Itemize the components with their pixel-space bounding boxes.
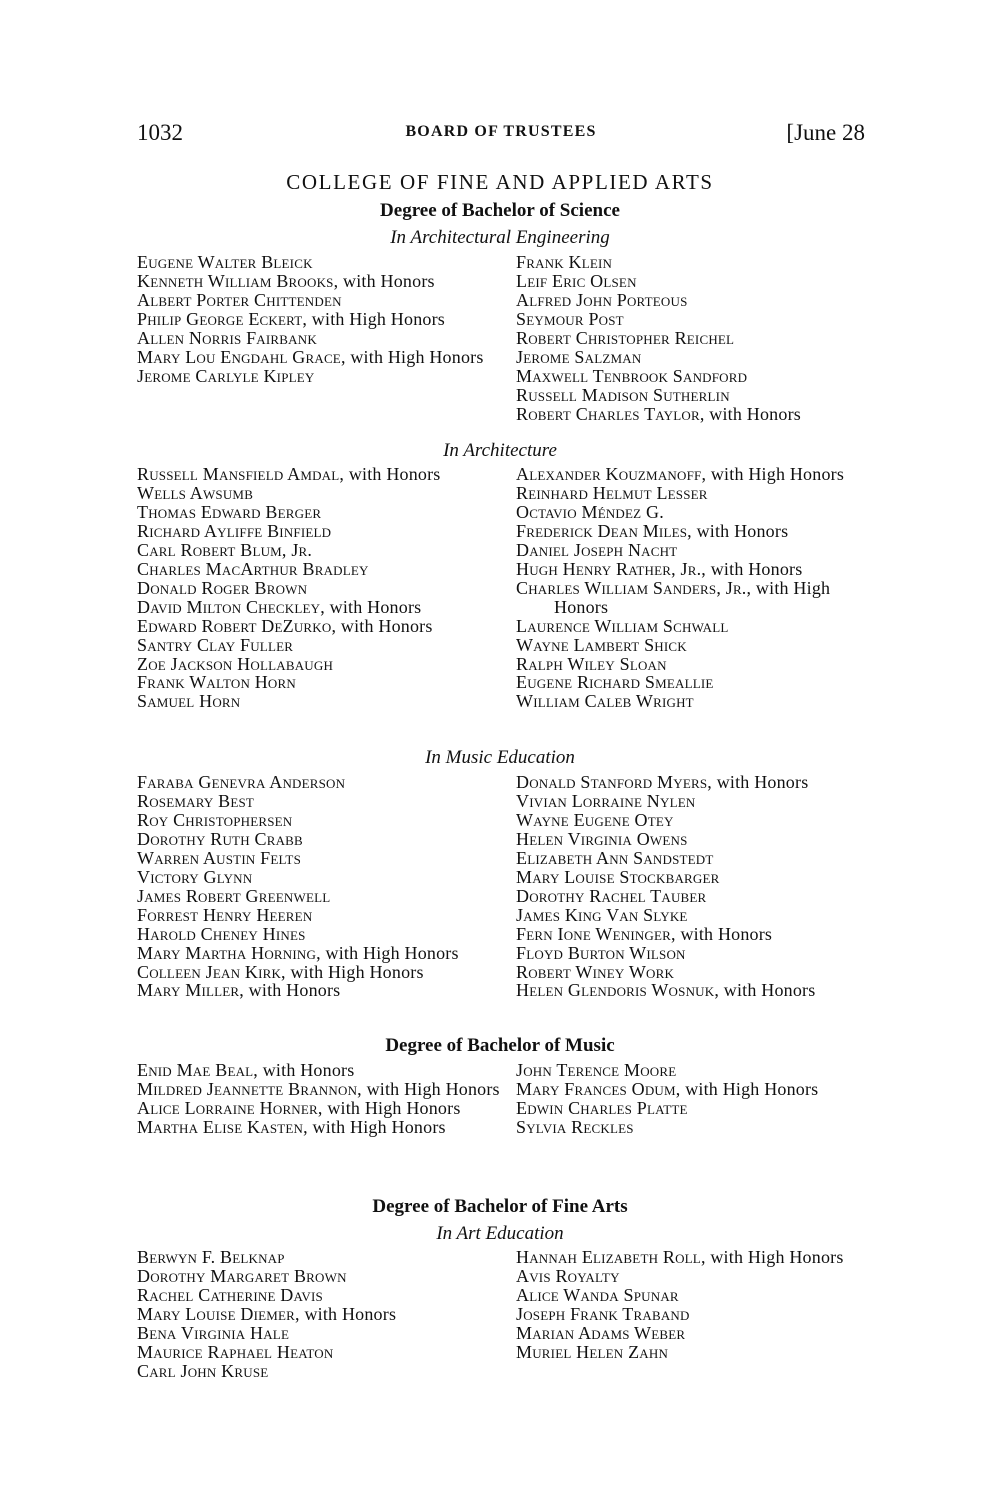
graduate-entry <box>137 811 507 830</box>
graduate-name: Hannah Elizabeth Roll, <box>516 1247 706 1267</box>
graduate-name: Frank Klein <box>516 252 613 272</box>
graduate-entry <box>137 367 507 386</box>
graduate-name: Wayne Lambert Shick <box>516 634 687 655</box>
graduate-name: Berwyn F. Belknap <box>137 1247 285 1267</box>
graduate-name: Joseph Frank Traband <box>516 1303 690 1324</box>
section-label-arch-eng: In Architectural Engineering <box>390 227 610 248</box>
honors-note: with Honors <box>696 520 789 541</box>
graduate-entry <box>137 1061 507 1080</box>
honors-note: with High Honors <box>290 961 424 982</box>
graduate-entry <box>137 310 507 329</box>
graduate-name: Mary Lou Engdahl Grace, <box>137 346 346 367</box>
graduate-entry <box>516 503 886 522</box>
honors-note: with High Honors <box>350 346 484 367</box>
running-head <box>137 120 865 148</box>
graduate-name: Thomas Edward Berger <box>137 501 322 522</box>
graduate-name: Mary Martha Horning, <box>137 942 321 963</box>
graduate-entry <box>137 849 507 868</box>
graduate-entry <box>137 503 507 522</box>
graduate-entry <box>137 868 507 887</box>
graduate-entry <box>516 906 916 925</box>
college-title: COLLEGE OF FINE AND APPLIED ARTS <box>286 170 714 194</box>
graduate-entry <box>516 1324 886 1343</box>
graduate-name: William Caleb Wright <box>516 691 694 712</box>
graduate-name: Russell Mansfield Amdal, <box>137 464 345 484</box>
graduate-name: Robert Charles Taylor, <box>516 403 705 424</box>
graduate-name: Colleen Jean Kirk, <box>137 961 286 982</box>
graduate-name: Bena Virginia Hale <box>137 1322 290 1343</box>
graduate-name: Avis Royalty <box>516 1265 620 1286</box>
graduate-name: Charles William Sanders, Jr., <box>516 577 752 598</box>
graduate-name: Robert Christopher Reichel <box>516 327 735 348</box>
graduate-entry <box>137 1343 507 1362</box>
graduate-name: Mary Louise Diemer, <box>137 1303 300 1324</box>
graduate-name: Rachel Catherine Davis <box>137 1284 323 1305</box>
graduate-entry <box>137 253 507 272</box>
honors-note: with Honors <box>340 615 433 636</box>
graduate-name: Fern Ione Weninger, <box>516 923 676 944</box>
graduate-name: Eugene Richard Smeallie <box>516 672 714 693</box>
graduate-entry <box>516 773 916 792</box>
honors-note: with High Honors <box>710 464 845 484</box>
graduate-entry <box>516 329 886 348</box>
graduate-entry <box>137 1286 507 1305</box>
graduate-entry <box>137 1324 507 1343</box>
degree-heading-bfa: Degree of Bachelor of Fine Arts <box>372 1196 628 1217</box>
graduate-name: Wayne Eugene Otey <box>516 809 674 830</box>
graduate-entry <box>516 655 886 674</box>
graduate-entry <box>137 792 507 811</box>
honors-note: with High Honors <box>325 942 459 963</box>
honors-note: with Honors <box>680 923 773 944</box>
graduate-entry <box>516 1061 886 1080</box>
graduate-name: Edward Robert DeZurko, <box>137 615 337 636</box>
graduate-entry <box>137 636 507 655</box>
graduate-name: Santry Clay Fuller <box>137 634 294 655</box>
graduate-entry <box>137 617 507 636</box>
graduate-name: Rosemary Best <box>137 790 255 811</box>
honors-note: with High Honors <box>311 308 445 329</box>
list-art-ed-left <box>137 1248 507 1381</box>
graduate-entry <box>516 887 916 906</box>
graduate-name: Mildred Jeannette Brannon, <box>137 1078 362 1099</box>
running-title: BOARD OF TRUSTEES <box>405 123 597 140</box>
graduate-name: Zoe Jackson Hollabaugh <box>137 653 334 674</box>
graduate-name: Alexander Kouzmanoff, <box>516 464 707 484</box>
graduate-name: James Robert Greenwell <box>137 885 331 906</box>
graduate-entry <box>137 1305 507 1324</box>
graduate-entry <box>137 887 507 906</box>
graduate-name: Alfred John Porteous <box>516 289 688 310</box>
graduate-name: Daniel Joseph Nacht <box>516 539 678 560</box>
graduate-entry <box>516 617 886 636</box>
honors-note: with High Honors <box>685 1078 819 1099</box>
list-arch-right <box>516 465 886 711</box>
graduate-name: Leif Eric Olsen <box>516 270 637 291</box>
graduate-entry <box>137 484 507 503</box>
graduate-name: Ralph Wiley Sloan <box>516 653 667 674</box>
graduate-entry <box>516 849 916 868</box>
graduate-entry <box>137 944 507 963</box>
honors-note: with Honors <box>709 403 801 424</box>
graduate-name: Muriel Helen Zahn <box>516 1341 669 1362</box>
graduate-entry <box>516 1099 886 1118</box>
graduate-name: Marian Adams Weber <box>516 1322 686 1343</box>
graduate-name: Victory Glynn <box>137 866 253 887</box>
graduate-name: Sylvia Reckles <box>516 1116 634 1137</box>
graduate-name: Jerome Carlyle Kipley <box>137 365 315 386</box>
graduate-name: Alice Lorraine Horner, <box>137 1097 323 1118</box>
graduate-entry <box>516 1286 886 1305</box>
graduate-entry <box>516 692 886 711</box>
list-arch-eng-right <box>516 253 886 424</box>
graduate-entry <box>137 1080 507 1099</box>
graduate-name: Harold Cheney Hines <box>137 923 306 944</box>
graduate-name: Mary Frances Odum, <box>516 1078 681 1099</box>
graduate-entry <box>137 1099 507 1118</box>
graduate-entry <box>516 484 886 503</box>
list-arch-eng-left <box>137 253 507 386</box>
honors-note: with High Honors <box>366 1078 500 1099</box>
honors-note: with Honors <box>248 980 341 1001</box>
graduate-name: Frank Walton Horn <box>137 672 296 693</box>
graduate-entry <box>137 272 507 291</box>
graduate-entry <box>516 253 886 272</box>
graduate-entry <box>516 405 886 424</box>
graduate-name: Richard Ayliffe Binfield <box>137 520 332 541</box>
graduate-name: Helen Glendoris Wosnuk, <box>516 980 720 1001</box>
graduate-entry <box>137 773 507 792</box>
graduate-entry <box>137 692 507 711</box>
graduate-entry <box>516 291 886 310</box>
graduate-entry <box>516 963 916 982</box>
graduate-name: Reinhard Helmut Lesser <box>516 482 708 503</box>
honors-note: with Honors <box>723 980 816 1001</box>
graduate-entry <box>137 1362 507 1381</box>
graduate-name: Mary Miller, <box>137 980 244 1001</box>
graduate-name: Russell Madison Sutherlin <box>516 384 730 405</box>
graduate-entry <box>516 1118 886 1137</box>
list-music-ed-right <box>516 773 916 1000</box>
degree-heading-bmus: Degree of Bachelor of Music <box>385 1035 615 1056</box>
graduate-name: Alice Wanda Spunar <box>516 1284 679 1305</box>
honors-note: with High Honors <box>312 1116 446 1137</box>
graduate-entry <box>137 465 507 484</box>
honors-note: with Honors <box>710 558 803 579</box>
degree-heading-bs: Degree of Bachelor of Science <box>380 200 620 221</box>
graduate-entry <box>516 465 886 484</box>
graduate-entry <box>137 655 507 674</box>
list-bmus-left <box>137 1061 507 1137</box>
graduate-name: Maxwell Tenbrook Sandford <box>516 365 748 386</box>
graduate-entry <box>137 291 507 310</box>
graduate-entry <box>516 348 886 367</box>
honors-note: with Honors <box>343 270 435 291</box>
graduate-name: Frederick Dean Miles, <box>516 520 692 541</box>
graduate-entry <box>137 541 507 560</box>
graduate-name: Dorothy Rachel Tauber <box>516 885 707 906</box>
list-music-ed-left <box>137 773 507 1000</box>
graduate-entry <box>516 579 886 617</box>
graduate-entry <box>516 868 916 887</box>
graduate-name: Kenneth William Brooks, <box>137 270 339 291</box>
graduate-name: Roy Christophersen <box>137 809 293 830</box>
graduate-entry <box>137 1248 507 1267</box>
graduate-name: Jerome Salzman <box>516 346 642 367</box>
graduate-entry <box>137 830 507 849</box>
graduate-name: Forrest Henry Heeren <box>137 904 313 925</box>
graduate-name: Wells Awsumb <box>137 482 254 503</box>
graduate-name: Octavio Méndez G. <box>516 501 664 522</box>
graduate-name: Floyd Burton Wilson <box>516 942 686 963</box>
graduate-entry <box>516 981 916 1000</box>
graduate-entry <box>516 1267 886 1286</box>
graduate-entry <box>516 830 916 849</box>
graduate-entry <box>516 310 886 329</box>
graduate-entry <box>137 560 507 579</box>
graduate-name: Helen Virginia Owens <box>516 828 688 849</box>
graduate-entry <box>516 925 916 944</box>
graduate-name: Mary Louise Stockbarger <box>516 866 720 887</box>
honors-note: with Honors <box>304 1303 397 1324</box>
graduate-entry <box>516 541 886 560</box>
section-label-music-ed: In Music Education <box>425 747 575 768</box>
graduate-name: Elizabeth Ann Sandstedt <box>516 847 714 868</box>
graduate-entry <box>516 1080 886 1099</box>
graduate-name: Warren Austin Felts <box>137 847 302 868</box>
graduate-name: James King Van Slyke <box>516 904 688 925</box>
graduate-name: Laurence William Schwall <box>516 615 729 636</box>
graduate-entry <box>137 598 507 617</box>
graduate-name: Dorothy Ruth Crabb <box>137 828 303 849</box>
section-label-art-ed: In Art Education <box>436 1223 564 1244</box>
graduate-entry <box>137 925 507 944</box>
graduate-entry <box>137 1267 507 1286</box>
section-label-arch: In Architecture <box>443 440 557 461</box>
graduate-entry <box>516 272 886 291</box>
graduate-name: Eugene Walter Bleick <box>137 252 313 272</box>
honors-note: with Honors <box>262 1060 355 1080</box>
honors-note: with High Honors <box>327 1097 461 1118</box>
graduate-entry <box>516 560 886 579</box>
graduate-name: Vivian Lorraine Nylen <box>516 790 696 811</box>
graduate-entry <box>137 522 507 541</box>
honors-note: with Honors <box>348 464 441 484</box>
graduate-entry <box>516 522 886 541</box>
graduate-entry <box>516 944 916 963</box>
graduate-name: Charles MacArthur Bradley <box>137 558 369 579</box>
graduate-name: Hugh Henry Rather, Jr., <box>516 558 707 579</box>
graduate-entry <box>516 792 916 811</box>
graduate-name: David Milton Checkley, <box>137 596 325 617</box>
list-arch-left <box>137 465 507 711</box>
graduate-entry <box>137 673 507 692</box>
graduate-entry <box>137 981 507 1000</box>
graduate-entry <box>516 1305 886 1324</box>
graduate-name: Dorothy Margaret Brown <box>137 1265 347 1286</box>
graduate-name: Maurice Raphael Heaton <box>137 1341 334 1362</box>
list-art-ed-right <box>516 1248 886 1362</box>
honors-note: with Honors <box>716 772 809 792</box>
graduate-name: Carl John Kruse <box>137 1360 269 1381</box>
graduate-entry <box>516 367 886 386</box>
graduate-name: Carl Robert Blum, Jr. <box>137 539 313 560</box>
honors-note: with Honors <box>329 596 422 617</box>
honors-note: with High Honors <box>710 1247 844 1267</box>
running-date: [June 28 <box>786 120 865 145</box>
graduate-entry <box>137 1118 507 1137</box>
list-bmus-right <box>516 1061 886 1137</box>
graduate-entry <box>516 811 916 830</box>
graduate-name: Martha Elise Kasten, <box>137 1116 308 1137</box>
honors-note: with High Honors <box>554 577 831 617</box>
graduate-name: Edwin Charles Platte <box>516 1097 688 1118</box>
graduate-name: Allen Norris Fairbank <box>137 327 317 348</box>
graduate-name: Enid Mae Beal, <box>137 1060 259 1080</box>
graduate-name: Faraba Genevra Anderson <box>137 772 346 792</box>
graduate-name: Albert Porter Chittenden <box>137 289 342 310</box>
graduate-name: John Terence Moore <box>516 1060 677 1080</box>
graduate-name: Seymour Post <box>516 308 624 329</box>
graduate-entry <box>516 673 886 692</box>
graduate-name: Donald Stanford Myers, <box>516 772 712 792</box>
graduate-entry <box>516 386 886 405</box>
page-number: 1032 <box>137 120 183 145</box>
graduate-name: Philip George Eckert, <box>137 308 308 329</box>
graduate-name: Samuel Horn <box>137 691 241 712</box>
graduate-entry <box>137 329 507 348</box>
graduate-entry <box>516 1248 886 1267</box>
graduate-entry <box>137 963 507 982</box>
graduate-entry <box>516 636 886 655</box>
graduate-name: Robert Winey Work <box>516 961 675 982</box>
graduate-name: Donald Roger Brown <box>137 577 308 598</box>
graduate-entry <box>137 579 507 598</box>
graduate-entry <box>137 348 507 367</box>
graduate-entry <box>137 906 507 925</box>
graduate-entry <box>516 1343 886 1362</box>
